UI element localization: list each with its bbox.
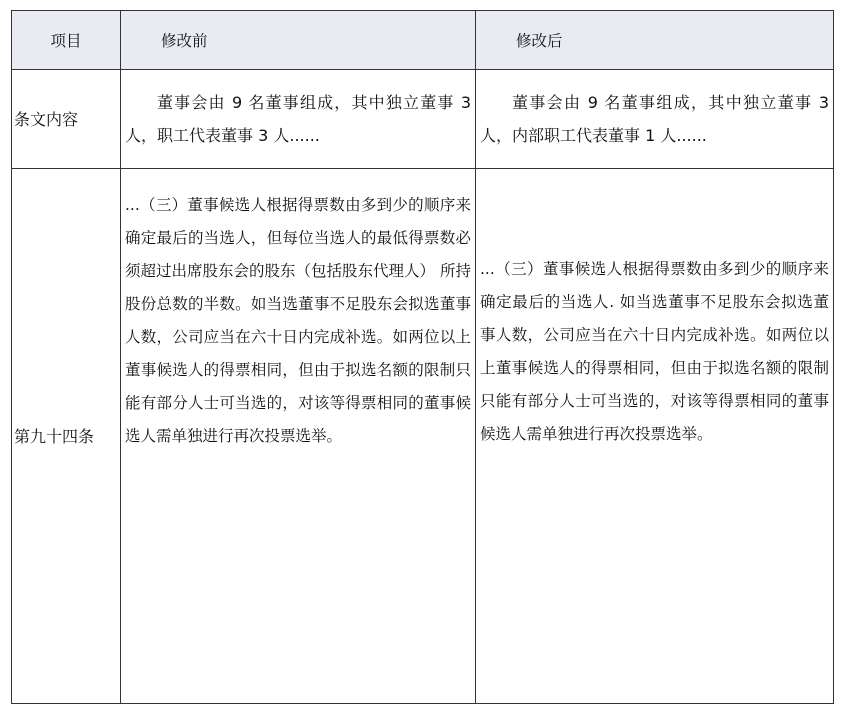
amendment-table [11, 10, 834, 704]
header-row [12, 11, 834, 70]
header-after: 修改后 [476, 11, 834, 70]
after-text: 董事会由 9 名董事组成，其中独立董事 3 人，内部职工代表董事 1 人...... [480, 93, 829, 145]
before-cell [121, 70, 476, 169]
before-text: 董事会由 9 名董事组成，其中独立董事 3 人，职工代表董事 3 人...... [125, 93, 471, 145]
row-item-label: 条文内容 [12, 70, 121, 169]
before-text: ...（三）董事候选人根据得票数由多到少的顺序来确定最后的当选人，但每位当选人的最低得票数必须超过出席股东会的股东（包括股东代理人） 所持股份总数的半数。如当选董事不足股东会拟选董事人数，公司应当在六十日内完成补选。如两位以上董事候选人的得票相同，但由于拟选名额的限制只能有部分人士可当选的，对该等得票相同的董事候选人需单独进行再次投票选举。 [125, 196, 471, 445]
after-cell [476, 70, 834, 169]
after-cell [476, 169, 834, 704]
table-row [12, 169, 834, 704]
header-before: 修改前 [121, 11, 476, 70]
row-item-label: 第九十四条 [12, 169, 121, 704]
after-text: ...（三）董事候选人根据得票数由多到少的顺序来确定最后的当选人. 如当选董事不足股东会拟选董事人数，公司应当在六十日内完成补选。如两位以上董事候选人的得票相同，但由于拟选名额的限制只能有部分人士可当选的，对该等得票相同的董事候选人需单独进行再次投票选举。 [480, 260, 829, 443]
table-row [12, 70, 834, 169]
header-item: 项目 [12, 11, 121, 70]
before-cell [121, 169, 476, 704]
